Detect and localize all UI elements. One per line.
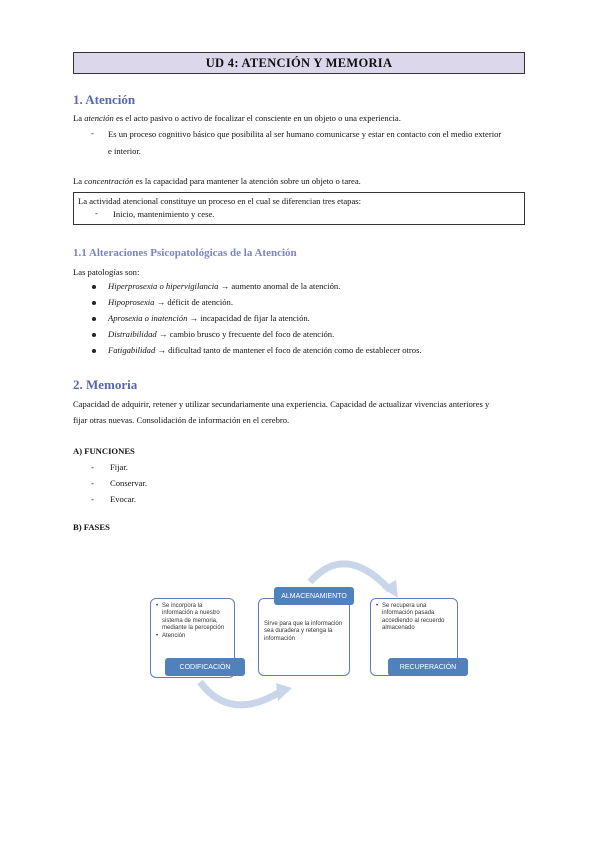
memory-line1: Capacidad de adquirir, retener y utilizar secundariamente una experiencia. Capacidad de actualizar vivencias anteriores y [73, 399, 490, 409]
title-banner [73, 52, 525, 74]
codificacion-bullet: • Atención [156, 633, 229, 640]
memory-line2: fijar otras nuevas. Consolidación de información en el cerebro. [73, 415, 290, 425]
heading-memoria: 2. Memoria [73, 377, 138, 392]
memory-phases-diagram [150, 552, 470, 712]
pathology-item: Hipoprosexia → déficit de atención. [108, 297, 233, 307]
heading-alteraciones: 1.1 Alteraciones Psicopatológicas de la Atención [73, 247, 297, 259]
phases-title: B) FASES [73, 522, 110, 532]
pathology-item: Distraibilidad → cambio brusco y frecuente del foco de atención. [108, 329, 335, 339]
codificacion-label: CODIFICACIÓN [165, 658, 245, 676]
recuperacion-bullet: • Se recupera una información pasada accediendo al recuerdo almacenado [376, 603, 452, 633]
heading-atencion: 1. Atención [73, 92, 136, 107]
arrow-to-almacenamiento [200, 682, 280, 705]
concentration-definition: La concentración es la capacidad para mantener la atención sobre un objeto o tarea. [73, 176, 361, 186]
bullet-marker [92, 317, 96, 321]
pathology-item: Hiperprosexia o hipervigilancia → aumento anomal de la atención. [108, 281, 341, 291]
page-title: UD 4: ATENCIÓN Y MEMORIA [205, 55, 393, 70]
stages-box-line1: La actividad atencional constituye un proceso en el cual se diferencian tres etapas: [78, 196, 361, 206]
pathology-item: Fatigabilidad → dificultad tanto de mantener el foco de atención como de establecer otros. [108, 345, 422, 355]
attention-dash-line1: Es un proceso cognitivo básico que posibilita al ser humano comunicarse y estar en contacto con el medio exterior [108, 129, 502, 139]
dash-marker: - [91, 128, 94, 138]
bullet-marker [92, 333, 96, 337]
almacenamiento-label: ALMACENAMIENTO [274, 587, 354, 605]
pathology-item: Aprosexia o inatención → incapacidad de fijar la atención. [108, 313, 310, 323]
dash-marker: - [91, 478, 94, 488]
recuperacion-label: RECUPERACIÓN [388, 658, 468, 676]
dash-marker: - [91, 462, 94, 472]
function-item: Fijar. [110, 462, 128, 472]
almacenamiento-card [258, 598, 350, 676]
dash-marker: - [95, 208, 98, 218]
bullet-marker [92, 285, 96, 289]
attention-dash-line2: e interior. [108, 146, 141, 156]
bullet-marker [92, 349, 96, 353]
almacenamiento-text: Sirve para que la información sea duradera y retenga la información [264, 621, 343, 642]
stages-box-line2: Inicio, mantenimiento y cese. [113, 209, 215, 219]
bullet-marker [92, 301, 96, 305]
function-item: Conservar. [110, 478, 147, 488]
attention-definition: La atención es el acto pasivo o activo de focalizar el consciente en un objeto o una experiencia. [73, 113, 401, 123]
term-atencion: atención [84, 113, 114, 123]
function-item: Evocar. [110, 494, 137, 504]
term-concentracion: concentración [84, 176, 134, 186]
dash-marker: - [91, 494, 94, 504]
pathologies-intro: Las patologías son: [73, 267, 140, 277]
functions-title: A) FUNCIONES [73, 446, 135, 456]
codificacion-bullet: • Se incorpora la información a nuestro sistema de memoria, mediante la percepción [156, 603, 229, 633]
arrowhead-bottom [276, 683, 292, 701]
